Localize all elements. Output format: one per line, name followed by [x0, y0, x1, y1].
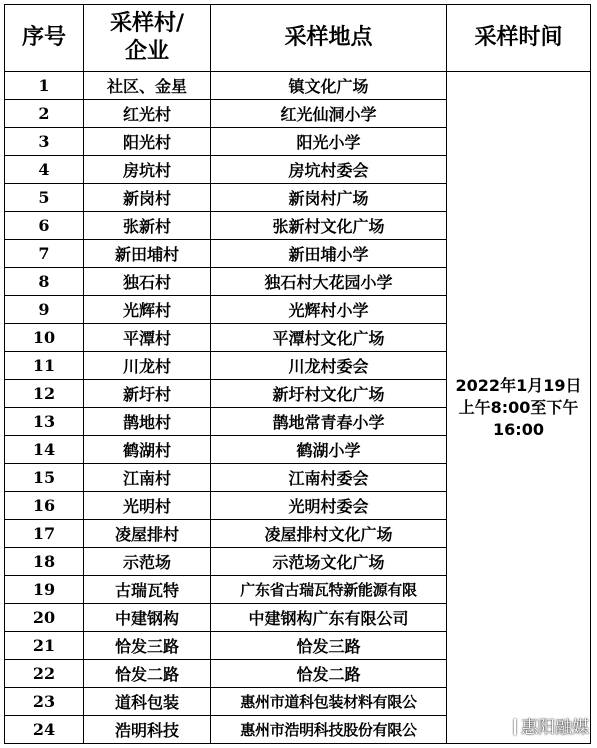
row-place-cell: 恰发三路 [211, 632, 447, 660]
header-village-line1: 采样村/ [109, 11, 185, 36]
row-place-cell: 新岗村广场 [211, 184, 447, 212]
sampling-time-line3: 16:00 [493, 419, 544, 439]
row-village-cell: 道科包装 [84, 688, 211, 716]
row-village-cell: 示范场 [84, 548, 211, 576]
row-village-cell: 凌屋排村 [84, 520, 211, 548]
row-village-cell: 新田埔村 [84, 240, 211, 268]
row-place-cell: 川龙村委会 [211, 352, 447, 380]
header-place: 采样地点 [211, 5, 447, 72]
row-no-cell: 10 [5, 324, 84, 352]
row-no-cell: 13 [5, 408, 84, 436]
header-village-line2: 企业 [124, 39, 169, 64]
row-place-cell: 广东省古瑞瓦特新能源有限 [211, 576, 447, 604]
watermark-bar [514, 719, 516, 735]
row-no-cell: 16 [5, 492, 84, 520]
sampling-time-line1: 2022年1月19日 [455, 375, 582, 395]
row-village-cell: 阳光村 [84, 128, 211, 156]
sampling-time-line2: 上午8:00至下午 [458, 397, 579, 417]
row-place-cell: 凌屋排村文化广场 [211, 520, 447, 548]
row-village-cell: 光明村 [84, 492, 211, 520]
row-place-cell: 新圩村文化广场 [211, 380, 447, 408]
row-place-cell: 房坑村委会 [211, 156, 447, 184]
watermark-text: 惠阳融媒 [521, 718, 589, 738]
row-place-cell: 江南村委会 [211, 464, 447, 492]
row-no-cell: 11 [5, 352, 84, 380]
row-place-cell: 红光仙洞小学 [211, 100, 447, 128]
row-place-cell: 独石村大花园小学 [211, 268, 447, 296]
row-village-cell: 川龙村 [84, 352, 211, 380]
row-village-cell: 古瑞瓦特 [84, 576, 211, 604]
header-no: 序号 [5, 5, 84, 72]
row-no-cell: 1 [5, 72, 84, 100]
row-village-cell: 独石村 [84, 268, 211, 296]
row-no-cell: 3 [5, 128, 84, 156]
table-row [5, 72, 591, 100]
row-no-cell: 20 [5, 604, 84, 632]
table-header-row [5, 5, 591, 72]
row-place-cell: 中建钢构广东有限公司 [211, 604, 447, 632]
sampling-schedule-table [4, 4, 591, 744]
row-no-cell: 9 [5, 296, 84, 324]
row-village-cell: 平潭村 [84, 324, 211, 352]
row-no-cell: 14 [5, 436, 84, 464]
row-place-cell: 惠州市道科包装材料有限公 [211, 688, 447, 716]
row-no-cell: 21 [5, 632, 84, 660]
watermark [514, 713, 589, 738]
row-village-cell: 新圩村 [84, 380, 211, 408]
row-village-cell: 恰发三路 [84, 632, 211, 660]
row-no-cell: 5 [5, 184, 84, 212]
row-no-cell: 15 [5, 464, 84, 492]
row-village-cell: 红光村 [84, 100, 211, 128]
row-village-cell: 光辉村 [84, 296, 211, 324]
header-time: 采样时间 [447, 5, 591, 72]
row-village-cell: 恰发二路 [84, 660, 211, 688]
row-place-cell: 平潭村文化广场 [211, 324, 447, 352]
row-place-cell: 恰发二路 [211, 660, 447, 688]
row-place-cell: 惠州市浩明科技股份有限公 [211, 716, 447, 744]
sampling-time-cell [447, 72, 591, 744]
row-no-cell: 17 [5, 520, 84, 548]
row-village-cell: 中建钢构 [84, 604, 211, 632]
row-village-cell: 社区、金星 [84, 72, 211, 100]
row-no-cell: 22 [5, 660, 84, 688]
row-place-cell: 光辉村小学 [211, 296, 447, 324]
header-village [84, 5, 211, 72]
row-no-cell: 7 [5, 240, 84, 268]
row-place-cell: 光明村委会 [211, 492, 447, 520]
row-village-cell: 张新村 [84, 212, 211, 240]
row-village-cell: 江南村 [84, 464, 211, 492]
row-no-cell: 24 [5, 716, 84, 744]
row-no-cell: 18 [5, 548, 84, 576]
row-place-cell: 镇文化广场 [211, 72, 447, 100]
row-no-cell: 8 [5, 268, 84, 296]
row-no-cell: 6 [5, 212, 84, 240]
row-place-cell: 示范场文化广场 [211, 548, 447, 576]
row-no-cell: 4 [5, 156, 84, 184]
row-place-cell: 阳光小学 [211, 128, 447, 156]
row-place-cell: 新田埔小学 [211, 240, 447, 268]
row-village-cell: 房坑村 [84, 156, 211, 184]
row-village-cell: 鹊地村 [84, 408, 211, 436]
row-village-cell: 新岗村 [84, 184, 211, 212]
row-place-cell: 鹊地常青春小学 [211, 408, 447, 436]
row-no-cell: 12 [5, 380, 84, 408]
table-body [5, 72, 591, 744]
row-no-cell: 2 [5, 100, 84, 128]
row-place-cell: 张新村文化广场 [211, 212, 447, 240]
row-no-cell: 23 [5, 688, 84, 716]
row-village-cell: 浩明科技 [84, 716, 211, 744]
row-place-cell: 鹤湖小学 [211, 436, 447, 464]
row-village-cell: 鹤湖村 [84, 436, 211, 464]
row-no-cell: 19 [5, 576, 84, 604]
